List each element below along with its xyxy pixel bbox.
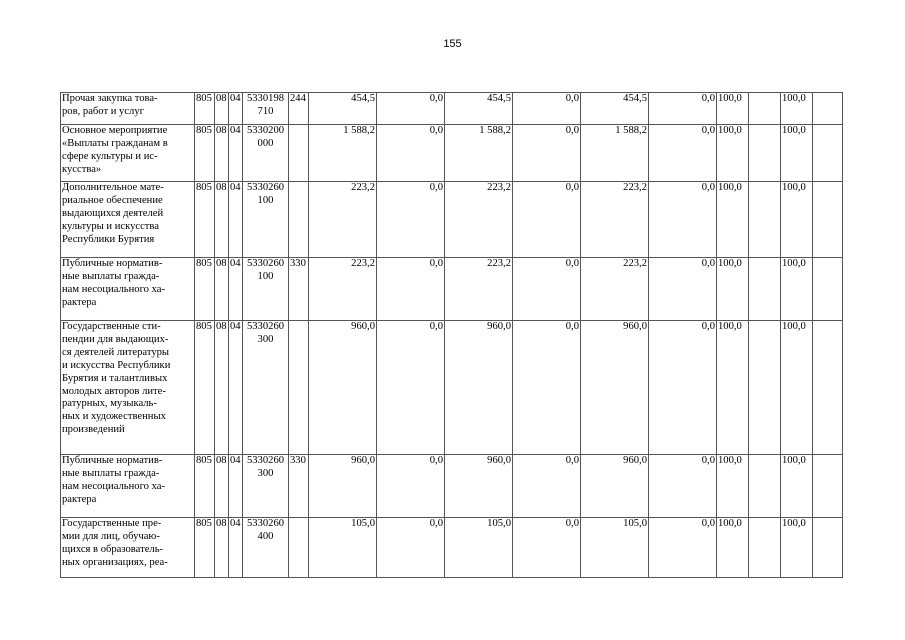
value-1-text: 1 588,2 — [343, 125, 375, 136]
percent-1 — [717, 455, 749, 518]
value-4-text: 0,0 — [565, 518, 579, 529]
section-code-text: 08 — [216, 258, 227, 269]
grbs-code — [195, 125, 215, 182]
target-article-code-text: 5330260 100 — [246, 182, 285, 206]
percent-2-text: 100,0 — [782, 518, 806, 529]
value-4-text: 0,0 — [565, 93, 579, 104]
budget-table — [60, 92, 843, 578]
grbs-code — [195, 455, 215, 518]
empty-cell — [749, 93, 781, 125]
target-article-code — [243, 455, 289, 518]
value-6 — [649, 182, 717, 258]
value-6 — [649, 125, 717, 182]
value-5 — [581, 455, 649, 518]
target-article-code — [243, 125, 289, 182]
percent-2 — [781, 258, 813, 321]
table-row — [61, 182, 843, 258]
value-6 — [649, 321, 717, 455]
percent-2 — [781, 321, 813, 455]
percent-2-text: 100,0 — [782, 455, 806, 466]
subsection-code — [229, 321, 243, 455]
target-article-code-text: 5330260 300 — [246, 321, 285, 345]
table-row — [61, 125, 843, 182]
expense-type-code — [289, 93, 309, 125]
value-6 — [649, 93, 717, 125]
percent-2 — [781, 455, 813, 518]
subsection-code — [229, 125, 243, 182]
value-4 — [513, 182, 581, 258]
value-1 — [309, 455, 377, 518]
percent-1-text: 100,0 — [718, 455, 742, 466]
percent-1-text: 100,0 — [718, 518, 742, 529]
value-3 — [445, 518, 513, 578]
expense-type-code-text: 244 — [290, 93, 306, 104]
value-4 — [513, 258, 581, 321]
expense-type-code — [289, 518, 309, 578]
value-2-text: 0,0 — [429, 182, 443, 193]
subsection-code — [229, 182, 243, 258]
value-4 — [513, 518, 581, 578]
percent-1 — [717, 518, 749, 578]
subsection-code-text: 04 — [230, 125, 241, 136]
grbs-code — [195, 182, 215, 258]
table-row — [61, 321, 843, 455]
grbs-code — [195, 258, 215, 321]
section-code — [215, 321, 229, 455]
target-article-code-text: 5330198 710 — [246, 93, 285, 117]
value-4-text: 0,0 — [565, 182, 579, 193]
value-1-text: 223,2 — [351, 182, 375, 193]
value-5 — [581, 182, 649, 258]
value-6-text: 0,0 — [701, 125, 715, 136]
value-5-text: 960,0 — [623, 455, 647, 466]
row-name — [61, 518, 195, 578]
value-1 — [309, 93, 377, 125]
target-article-code-text: 5330200 000 — [246, 125, 285, 149]
target-article-code — [243, 258, 289, 321]
target-article-code — [243, 321, 289, 455]
expense-type-code — [289, 321, 309, 455]
grbs-code-text: 805 — [196, 321, 212, 332]
target-article-code — [243, 182, 289, 258]
value-6-text: 0,0 — [701, 182, 715, 193]
value-3-text: 105,0 — [487, 518, 511, 529]
value-3-text: 454,5 — [487, 93, 511, 104]
table-row — [61, 455, 843, 518]
percent-2 — [781, 93, 813, 125]
value-6-text: 0,0 — [701, 258, 715, 269]
section-code-text: 08 — [216, 182, 227, 193]
expense-type-code-text: 330 — [290, 455, 306, 466]
value-5-text: 454,5 — [623, 93, 647, 104]
percent-1-text: 100,0 — [718, 258, 742, 269]
row-name-text: Основное мероприятие «Выплаты гражданам в сфере культуры и ис- кусства» — [62, 125, 168, 175]
value-1-text: 960,0 — [351, 321, 375, 332]
empty-cell — [813, 258, 843, 321]
value-2-text: 0,0 — [429, 455, 443, 466]
value-6 — [649, 518, 717, 578]
value-3 — [445, 321, 513, 455]
section-code-text: 08 — [216, 455, 227, 466]
section-code — [215, 125, 229, 182]
value-1 — [309, 182, 377, 258]
subsection-code-text: 04 — [230, 258, 241, 269]
grbs-code — [195, 321, 215, 455]
section-code — [215, 258, 229, 321]
value-3 — [445, 93, 513, 125]
value-2-text: 0,0 — [429, 93, 443, 104]
section-code-text: 08 — [216, 93, 227, 104]
section-code — [215, 93, 229, 125]
value-1-text: 960,0 — [351, 455, 375, 466]
grbs-code-text: 805 — [196, 518, 212, 529]
row-name-text: Публичные норматив- ные выплаты гражда- нам несоциального ха- рактера — [62, 455, 165, 505]
table-row — [61, 518, 843, 578]
percent-1-text: 100,0 — [718, 93, 742, 104]
value-5-text: 105,0 — [623, 518, 647, 529]
percent-1-text: 100,0 — [718, 182, 742, 193]
grbs-code — [195, 93, 215, 125]
value-1-text: 223,2 — [351, 258, 375, 269]
percent-1-text: 100,0 — [718, 321, 742, 332]
value-4-text: 0,0 — [565, 125, 579, 136]
value-2 — [377, 125, 445, 182]
percent-2-text: 100,0 — [782, 321, 806, 332]
value-1-text: 105,0 — [351, 518, 375, 529]
value-4-text: 0,0 — [565, 455, 579, 466]
percent-2-text: 100,0 — [782, 182, 806, 193]
empty-cell — [749, 518, 781, 578]
value-2-text: 0,0 — [429, 518, 443, 529]
row-name — [61, 125, 195, 182]
subsection-code-text: 04 — [230, 518, 241, 529]
value-2-text: 0,0 — [429, 321, 443, 332]
value-2-text: 0,0 — [429, 258, 443, 269]
percent-2-text: 100,0 — [782, 258, 806, 269]
value-4 — [513, 321, 581, 455]
empty-cell — [813, 93, 843, 125]
empty-cell — [813, 455, 843, 518]
value-5-text: 223,2 — [623, 182, 647, 193]
grbs-code-text: 805 — [196, 182, 212, 193]
row-name-text: Государственные пре- мии для лиц, обучаю- щихся в образователь- ных организациях, реа- — [62, 518, 168, 568]
subsection-code-text: 04 — [230, 455, 241, 466]
value-5 — [581, 258, 649, 321]
percent-2-text: 100,0 — [782, 93, 806, 104]
value-2 — [377, 455, 445, 518]
value-6 — [649, 258, 717, 321]
target-article-code — [243, 518, 289, 578]
empty-cell — [813, 182, 843, 258]
value-3-text: 960,0 — [487, 455, 511, 466]
target-article-code-text: 5330260 400 — [246, 518, 285, 542]
percent-1 — [717, 182, 749, 258]
value-5 — [581, 93, 649, 125]
value-5 — [581, 125, 649, 182]
section-code-text: 08 — [216, 125, 227, 136]
row-name — [61, 455, 195, 518]
percent-1 — [717, 321, 749, 455]
section-code — [215, 455, 229, 518]
value-6 — [649, 455, 717, 518]
value-6-text: 0,0 — [701, 93, 715, 104]
table-row — [61, 258, 843, 321]
empty-cell — [813, 321, 843, 455]
value-1 — [309, 258, 377, 321]
subsection-code-text: 04 — [230, 321, 241, 332]
section-code — [215, 182, 229, 258]
value-4 — [513, 93, 581, 125]
value-4 — [513, 125, 581, 182]
subsection-code — [229, 93, 243, 125]
target-article-code — [243, 93, 289, 125]
target-article-code-text: 5330260 300 — [246, 455, 285, 479]
value-2 — [377, 518, 445, 578]
grbs-code-text: 805 — [196, 125, 212, 136]
empty-cell — [749, 125, 781, 182]
expense-type-code — [289, 455, 309, 518]
empty-cell — [749, 455, 781, 518]
value-2 — [377, 258, 445, 321]
grbs-code-text: 805 — [196, 258, 212, 269]
value-1-text: 454,5 — [351, 93, 375, 104]
value-3 — [445, 125, 513, 182]
value-3 — [445, 258, 513, 321]
value-3-text: 223,2 — [487, 258, 511, 269]
value-6-text: 0,0 — [701, 455, 715, 466]
percent-1 — [717, 125, 749, 182]
value-5-text: 223,2 — [623, 258, 647, 269]
section-code-text: 08 — [216, 321, 227, 332]
grbs-code-text: 805 — [196, 93, 212, 104]
value-5-text: 1 588,2 — [615, 125, 647, 136]
row-name-text: Прочая закупка това- ров, работ и услуг — [62, 93, 158, 117]
value-4 — [513, 455, 581, 518]
row-name-text: Дополнительное мате- риальное обеспечение выдающихся деятелей культуры и искусства Республики Бурятия — [62, 182, 164, 245]
empty-cell — [813, 518, 843, 578]
value-3 — [445, 182, 513, 258]
value-2 — [377, 93, 445, 125]
empty-cell — [749, 258, 781, 321]
row-name — [61, 321, 195, 455]
percent-2 — [781, 182, 813, 258]
percent-1 — [717, 93, 749, 125]
expense-type-code — [289, 182, 309, 258]
empty-cell — [749, 321, 781, 455]
value-3-text: 223,2 — [487, 182, 511, 193]
value-1 — [309, 321, 377, 455]
percent-2 — [781, 518, 813, 578]
value-2-text: 0,0 — [429, 125, 443, 136]
value-2 — [377, 321, 445, 455]
grbs-code — [195, 518, 215, 578]
subsection-code — [229, 518, 243, 578]
row-name — [61, 258, 195, 321]
section-code-text: 08 — [216, 518, 227, 529]
row-name — [61, 182, 195, 258]
subsection-code-text: 04 — [230, 93, 241, 104]
empty-cell — [749, 182, 781, 258]
percent-2-text: 100,0 — [782, 125, 806, 136]
table-body — [61, 93, 843, 578]
expense-type-code — [289, 125, 309, 182]
value-5-text: 960,0 — [623, 321, 647, 332]
row-name-text: Государственные сти- пендии для выдающих- ся деятелей литературы и искусства Республики Бурятия и талантливых молодых авторов лите- ратурных, музыкаль- ных и художественных произведений — [62, 321, 171, 436]
value-5 — [581, 518, 649, 578]
value-3-text: 1 588,2 — [479, 125, 511, 136]
table-row — [61, 93, 843, 125]
subsection-code — [229, 258, 243, 321]
subsection-code — [229, 455, 243, 518]
page-number: 155 — [443, 38, 462, 50]
value-4-text: 0,0 — [565, 321, 579, 332]
value-1 — [309, 518, 377, 578]
percent-2 — [781, 125, 813, 182]
section-code — [215, 518, 229, 578]
grbs-code-text: 805 — [196, 455, 212, 466]
expense-type-code — [289, 258, 309, 321]
value-6-text: 0,0 — [701, 518, 715, 529]
target-article-code-text: 5330260 100 — [246, 258, 285, 282]
expense-type-code-text: 330 — [290, 258, 306, 269]
row-name-text: Публичные норматив- ные выплаты гражда- нам несоциального ха- рактера — [62, 258, 165, 308]
value-5 — [581, 321, 649, 455]
value-1 — [309, 125, 377, 182]
value-6-text: 0,0 — [701, 321, 715, 332]
value-4-text: 0,0 — [565, 258, 579, 269]
percent-1 — [717, 258, 749, 321]
empty-cell — [813, 125, 843, 182]
value-3-text: 960,0 — [487, 321, 511, 332]
value-2 — [377, 182, 445, 258]
percent-1-text: 100,0 — [718, 125, 742, 136]
value-3 — [445, 455, 513, 518]
subsection-code-text: 04 — [230, 182, 241, 193]
row-name — [61, 93, 195, 125]
